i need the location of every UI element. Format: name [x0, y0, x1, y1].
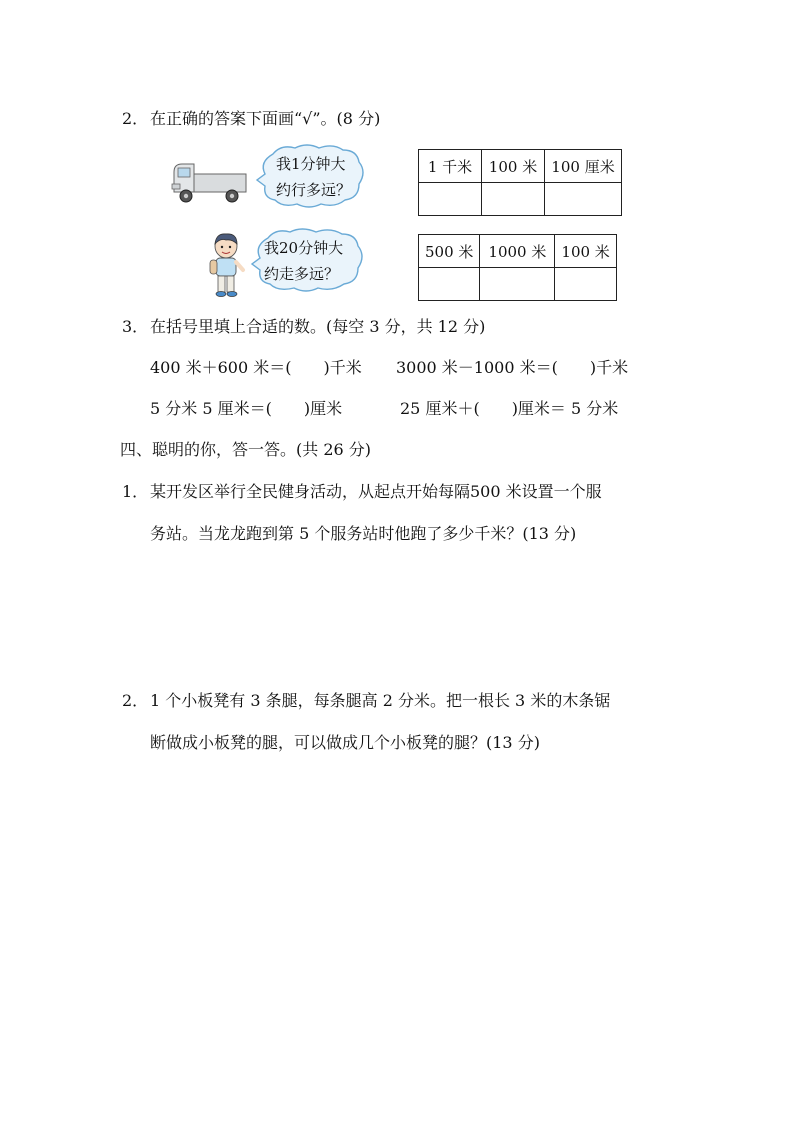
q2-instruction: 在正确的答案下面画“√”。(8 分) — [150, 109, 381, 128]
problem-1-number: 1． — [122, 482, 149, 501]
option-cell: 1 千米 — [419, 150, 482, 183]
option-cell: 100 米 — [555, 235, 616, 268]
bubble-2-line-2: 约走多远？ — [264, 265, 340, 283]
option-cell: 100 厘米 — [545, 150, 622, 183]
answer-cell[interactable] — [419, 183, 482, 216]
q3-equation-1: 400 米＋600 米＝( )千米 — [150, 358, 362, 377]
options-table-2 — [418, 234, 617, 301]
answer-cell[interactable] — [482, 183, 545, 216]
q3-instruction: 在括号里填上合适的数。(每空 3 分，共 12 分) — [150, 317, 486, 336]
problem-2-line-1: 1 个小板凳有 3 条腿，每条腿高 2 分米。把一根长 3 米的木条锯 — [150, 691, 611, 710]
problem-2-line-2: 断做成小板凳的腿，可以做成几个小板凳的腿？(13 分) — [150, 733, 540, 752]
bubble-1-line-2: 约行多远？ — [276, 181, 352, 199]
bubble-2-line-1: 我20分钟大 — [264, 239, 344, 257]
problem-1-line-1: 某开发区举行全民健身活动，从起点开始每隔500 米设置一个服 — [150, 482, 602, 501]
q3-equation-3: 5 分米 5 厘米＝( )厘米 — [150, 399, 343, 418]
options-table-1 — [418, 149, 622, 216]
boy-icon — [206, 232, 246, 298]
option-cell: 1000 米 — [480, 235, 555, 268]
section-4-title: 四、聪明的你，答一答。(共 26 分) — [120, 440, 372, 459]
option-cell: 100 米 — [482, 150, 545, 183]
problem-2-number: 2． — [122, 691, 149, 710]
bubble-1-line-1: 我1分钟大 — [276, 155, 346, 173]
option-cell: 500 米 — [419, 235, 480, 268]
answer-cell[interactable] — [555, 268, 616, 301]
problem-1-line-2: 务站。当龙龙跑到第 5 个服务站时他跑了多少千米？(13 分) — [150, 524, 577, 543]
answer-cell[interactable] — [545, 183, 622, 216]
answer-cell[interactable] — [480, 268, 555, 301]
q3-equation-2: 3000 米－1000 米＝( )千米 — [396, 358, 629, 377]
truck-icon — [170, 158, 250, 204]
answer-cell[interactable] — [419, 268, 480, 301]
q2-number: 2． — [122, 109, 149, 128]
q3-equation-4: 25 厘米＋( )厘米＝ 5 分米 — [400, 399, 619, 418]
q3-number: 3． — [122, 317, 149, 336]
